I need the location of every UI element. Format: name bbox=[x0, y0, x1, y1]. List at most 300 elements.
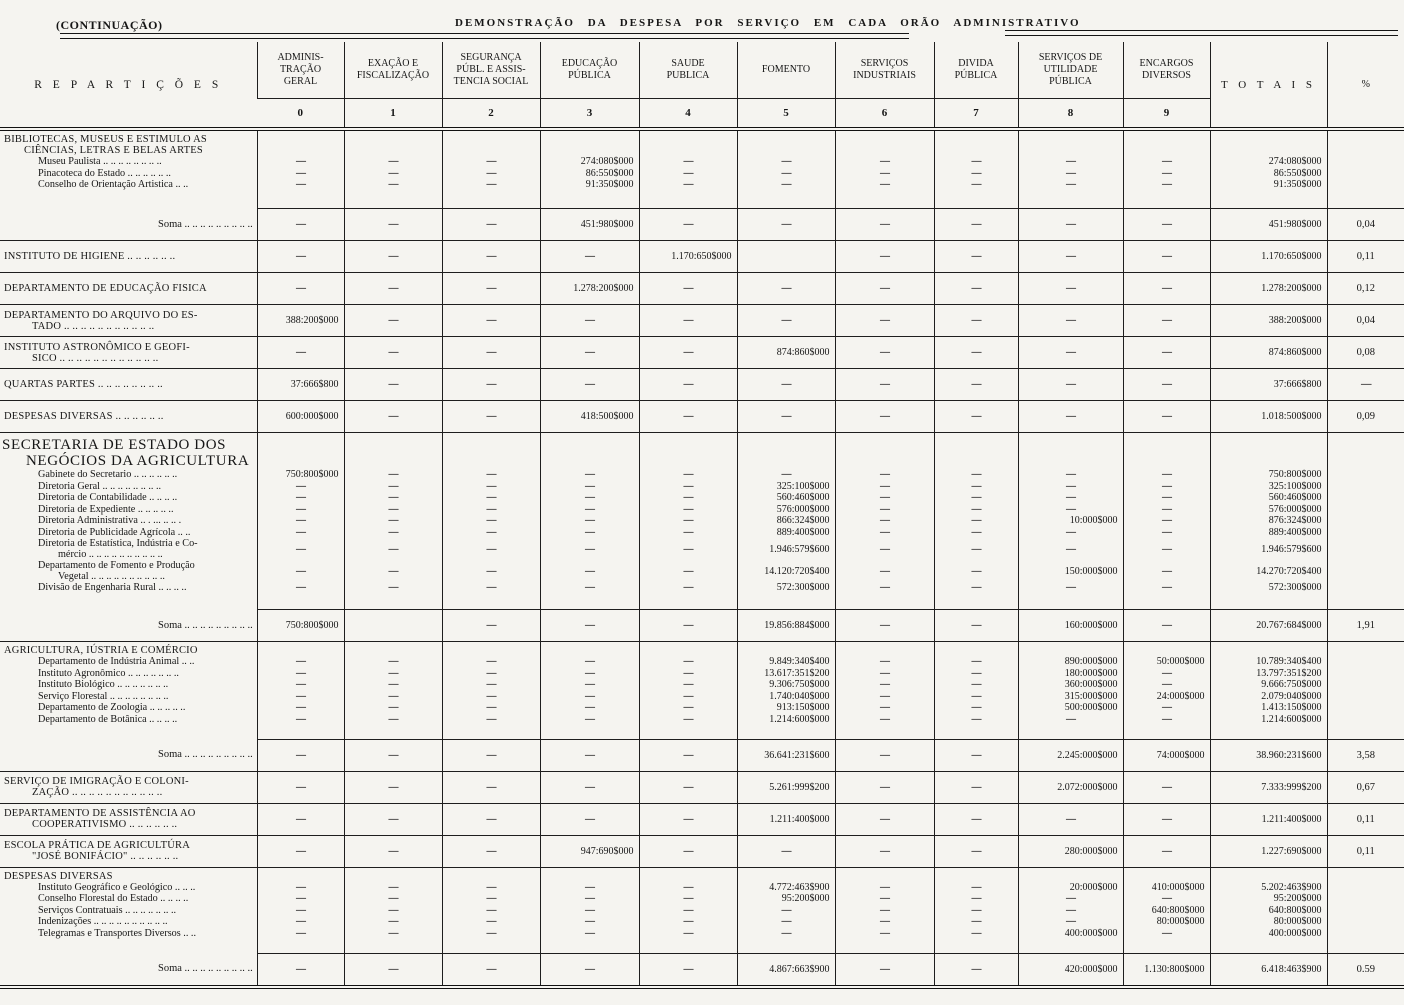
value-cell: 947:690$000 bbox=[540, 835, 639, 867]
percent-cell bbox=[1327, 481, 1404, 493]
value-cell: 500:000$000 bbox=[1018, 702, 1123, 714]
value-cell: — bbox=[442, 527, 540, 539]
value-cell: — bbox=[257, 882, 344, 894]
row-label: SICO .. .. .. .. .. .. .. .. .. .. .. .. bbox=[32, 352, 159, 364]
value-cell: 91:350$000 bbox=[540, 179, 639, 191]
column-number-4: 4 bbox=[639, 99, 737, 130]
soma-row bbox=[0, 953, 1404, 987]
value-cell: — bbox=[934, 156, 1018, 168]
value-cell: — bbox=[257, 739, 344, 771]
value-cell: — bbox=[540, 560, 639, 582]
total-cell: 1.946:579$600 bbox=[1210, 538, 1327, 560]
row-label-cell bbox=[0, 867, 257, 882]
value-cell: — bbox=[1123, 714, 1210, 726]
value-cell: — bbox=[257, 504, 344, 516]
value-cell: — bbox=[442, 610, 540, 642]
row-label-cell bbox=[0, 209, 257, 241]
total-cell: 750:800$000 bbox=[1210, 469, 1327, 481]
column-header-line: DIVIDA bbox=[958, 58, 994, 69]
table-row bbox=[0, 905, 1404, 917]
value-cell bbox=[1018, 725, 1123, 739]
total-cell bbox=[1210, 642, 1327, 657]
value-cell bbox=[835, 594, 934, 610]
section-heading-row bbox=[0, 867, 1404, 882]
value-cell: — bbox=[257, 668, 344, 680]
percent-cell bbox=[1327, 168, 1404, 180]
value-cell bbox=[639, 867, 737, 882]
value-cell: 150:000$000 bbox=[1018, 560, 1123, 582]
value-cell bbox=[540, 867, 639, 882]
title-rule-left bbox=[60, 33, 909, 39]
row-label-cell bbox=[0, 882, 257, 894]
value-cell: 274:080$000 bbox=[540, 156, 639, 168]
value-cell: — bbox=[540, 771, 639, 803]
value-cell: — bbox=[257, 538, 344, 560]
value-cell: — bbox=[540, 656, 639, 668]
value-cell bbox=[257, 867, 344, 882]
value-cell: — bbox=[442, 469, 540, 481]
column-number-6: 6 bbox=[835, 99, 934, 130]
totals-header: T O T A I S bbox=[1210, 42, 1327, 129]
value-cell: — bbox=[934, 481, 1018, 493]
value-cell: — bbox=[934, 656, 1018, 668]
total-cell: 20.767:684$000 bbox=[1210, 610, 1327, 642]
value-cell: — bbox=[442, 179, 540, 191]
value-cell: — bbox=[442, 481, 540, 493]
value-cell: — bbox=[934, 369, 1018, 401]
column-header-line: PÚBL. E ASSIS- bbox=[456, 64, 526, 75]
row-label: BIBLIOTECAS, MUSEUS E ESTIMULO AS bbox=[4, 134, 207, 145]
value-cell: — bbox=[639, 882, 737, 894]
value-cell: — bbox=[344, 538, 442, 560]
total-cell: 325:100$000 bbox=[1210, 481, 1327, 493]
value-cell: — bbox=[934, 560, 1018, 582]
row-label: Instituto Biológico .. .. .. .. .. .. .. bbox=[38, 679, 169, 691]
row-label-cell bbox=[0, 702, 257, 714]
value-cell: — bbox=[344, 179, 442, 191]
value-cell: — bbox=[540, 739, 639, 771]
value-cell bbox=[1018, 939, 1123, 953]
total-cell: 400:000$000 bbox=[1210, 928, 1327, 940]
value-cell: 1.211:400$000 bbox=[737, 803, 835, 835]
value-cell bbox=[257, 594, 344, 610]
row-label: Conselho Florestal do Estado .. .. .. .. bbox=[38, 893, 189, 905]
table-row bbox=[0, 928, 1404, 940]
total-cell bbox=[1210, 129, 1327, 156]
value-cell: — bbox=[344, 691, 442, 703]
column-header-line: SEGURANÇA bbox=[460, 52, 522, 63]
value-cell: — bbox=[639, 691, 737, 703]
percent-cell bbox=[1327, 191, 1404, 209]
spacer-row bbox=[0, 725, 1404, 739]
bottom-rule-row bbox=[0, 987, 1404, 997]
value-cell: — bbox=[257, 481, 344, 493]
value-cell bbox=[442, 867, 540, 882]
value-cell: — bbox=[1018, 156, 1123, 168]
row-label-cell bbox=[0, 305, 257, 337]
value-cell: — bbox=[1018, 893, 1123, 905]
percent-cell bbox=[1327, 725, 1404, 739]
value-cell: — bbox=[540, 905, 639, 917]
percent-cell: 1,91 bbox=[1327, 610, 1404, 642]
value-cell: — bbox=[1123, 515, 1210, 527]
value-cell: 9.306:750$000 bbox=[737, 679, 835, 691]
percent-cell bbox=[1327, 179, 1404, 191]
value-cell: — bbox=[540, 714, 639, 726]
row-label: Diretoria Administrativa .. . ... .. .. . bbox=[38, 515, 182, 527]
value-cell bbox=[737, 725, 835, 739]
value-cell bbox=[442, 129, 540, 156]
section-heading-row bbox=[0, 642, 1404, 657]
value-cell: — bbox=[1018, 714, 1123, 726]
value-cell: — bbox=[344, 156, 442, 168]
value-cell: — bbox=[934, 337, 1018, 369]
row-label-cell bbox=[0, 492, 257, 504]
value-cell: — bbox=[639, 469, 737, 481]
value-cell: — bbox=[934, 179, 1018, 191]
value-cell: — bbox=[1018, 527, 1123, 539]
total-cell: 80:000$000 bbox=[1210, 916, 1327, 928]
value-cell: — bbox=[639, 504, 737, 516]
value-cell: — bbox=[540, 953, 639, 987]
value-cell: — bbox=[1123, 401, 1210, 433]
value-cell: — bbox=[737, 179, 835, 191]
column-header-line: TRAÇÃO bbox=[279, 64, 322, 75]
total-cell: 1.278:200$000 bbox=[1210, 273, 1327, 305]
total-cell: 576:000$000 bbox=[1210, 504, 1327, 516]
value-cell: — bbox=[835, 835, 934, 867]
total-cell: 876:324$000 bbox=[1210, 515, 1327, 527]
value-cell: — bbox=[934, 771, 1018, 803]
row-label: Indenizações .. .. .. .. .. .. .. .. .. .. bbox=[38, 916, 168, 928]
column-header-4 bbox=[639, 42, 737, 99]
table-row bbox=[0, 702, 1404, 714]
value-cell: — bbox=[257, 241, 344, 273]
table-header bbox=[0, 42, 1404, 129]
total-cell: 9.666:750$000 bbox=[1210, 679, 1327, 691]
value-cell: 360:000$000 bbox=[1018, 679, 1123, 691]
value-cell: — bbox=[257, 679, 344, 691]
value-cell bbox=[934, 725, 1018, 739]
row-label: Diretoria de Estatística, Indústria e Co- bbox=[38, 538, 198, 549]
row-label-cell bbox=[0, 953, 257, 987]
value-cell: 1.278:200$000 bbox=[540, 273, 639, 305]
value-cell: — bbox=[639, 905, 737, 917]
value-cell: — bbox=[835, 953, 934, 987]
value-cell bbox=[1123, 725, 1210, 739]
percent-cell bbox=[1327, 905, 1404, 917]
value-cell: — bbox=[835, 691, 934, 703]
value-cell bbox=[257, 129, 344, 156]
row-label-cell bbox=[0, 481, 257, 493]
value-cell: — bbox=[639, 953, 737, 987]
row-label-cell bbox=[0, 504, 257, 516]
value-cell: — bbox=[540, 305, 639, 337]
value-cell: — bbox=[344, 369, 442, 401]
value-cell: — bbox=[639, 835, 737, 867]
column-header-line: PUBLICA bbox=[666, 70, 710, 81]
row-label: NEGÓCIOS DA AGRICULTURA bbox=[26, 453, 250, 469]
row-label: CIÊNCIAS, LETRAS E BELAS ARTES bbox=[24, 145, 203, 156]
value-cell bbox=[835, 191, 934, 209]
value-cell: — bbox=[540, 882, 639, 894]
column-header-3 bbox=[540, 42, 639, 99]
spacer-row bbox=[0, 594, 1404, 610]
value-cell bbox=[639, 939, 737, 953]
value-cell: — bbox=[442, 739, 540, 771]
value-cell: 913:150$000 bbox=[737, 702, 835, 714]
value-cell: 866:324$000 bbox=[737, 515, 835, 527]
value-cell: — bbox=[1018, 337, 1123, 369]
table-row bbox=[0, 771, 1404, 803]
value-cell: — bbox=[1123, 492, 1210, 504]
percent-cell bbox=[1327, 560, 1404, 582]
row-label-cell bbox=[0, 168, 257, 180]
value-cell: — bbox=[934, 714, 1018, 726]
continuation-label: (CONTINUAÇÃO) bbox=[56, 18, 163, 32]
percent-cell bbox=[1327, 714, 1404, 726]
table-row bbox=[0, 305, 1404, 337]
row-label: Vegetal .. .. .. .. .. .. .. .. .. .. bbox=[58, 571, 165, 582]
value-cell: — bbox=[835, 469, 934, 481]
value-cell bbox=[344, 610, 442, 642]
row-label-cell bbox=[0, 469, 257, 481]
total-cell bbox=[1210, 594, 1327, 610]
row-label: DEPARTAMENTO DE ASSISTÊNCIA AO bbox=[4, 808, 196, 819]
value-cell: — bbox=[835, 273, 934, 305]
value-cell: 2.245:000$000 bbox=[1018, 739, 1123, 771]
column-header-line: SERVIÇOS bbox=[860, 58, 909, 69]
total-cell: 640:800$000 bbox=[1210, 905, 1327, 917]
value-cell: 388:200$000 bbox=[257, 305, 344, 337]
value-cell: — bbox=[257, 179, 344, 191]
value-cell: — bbox=[1123, 560, 1210, 582]
value-cell bbox=[540, 191, 639, 209]
total-cell: 38.960:231$600 bbox=[1210, 739, 1327, 771]
row-label: Conselho de Orientação Artistica .. .. bbox=[38, 179, 189, 191]
soma-row bbox=[0, 610, 1404, 642]
value-cell bbox=[1123, 433, 1210, 470]
row-label-cell bbox=[0, 594, 257, 610]
column-header-line: EDUCAÇÃO bbox=[561, 58, 618, 69]
row-label-cell bbox=[0, 433, 257, 470]
value-cell: — bbox=[1123, 481, 1210, 493]
value-cell: — bbox=[442, 714, 540, 726]
row-label: SERVIÇO DE IMIGRAÇÃO E COLONI- bbox=[4, 776, 189, 787]
value-cell: 640:800$000 bbox=[1123, 905, 1210, 917]
percent-cell bbox=[1327, 691, 1404, 703]
value-cell: — bbox=[934, 893, 1018, 905]
value-cell: — bbox=[257, 156, 344, 168]
value-cell: — bbox=[1123, 835, 1210, 867]
value-cell: 400:000$000 bbox=[1018, 928, 1123, 940]
percent-cell bbox=[1327, 679, 1404, 691]
value-cell: — bbox=[257, 905, 344, 917]
value-cell: — bbox=[1018, 803, 1123, 835]
column-header-line: PÚBLICA bbox=[954, 70, 998, 81]
value-cell: — bbox=[344, 273, 442, 305]
row-label: Diretoria de Publicidade Agrícola .. .. bbox=[38, 526, 191, 538]
value-cell: — bbox=[540, 928, 639, 940]
value-cell: — bbox=[737, 168, 835, 180]
row-label-cell bbox=[0, 725, 257, 739]
value-cell bbox=[934, 867, 1018, 882]
value-cell: 874:860$000 bbox=[737, 337, 835, 369]
value-cell bbox=[442, 939, 540, 953]
value-cell: — bbox=[344, 739, 442, 771]
total-cell: 451:980$000 bbox=[1210, 209, 1327, 241]
percent-cell: — bbox=[1327, 369, 1404, 401]
table-row bbox=[0, 273, 1404, 305]
total-cell: 1.018:500$000 bbox=[1210, 401, 1327, 433]
value-cell: — bbox=[442, 953, 540, 987]
row-label: Serviço Florestal .. .. .. .. .. .. .. .. bbox=[38, 690, 169, 702]
page-title: DEMONSTRAÇÃO DA DESPESA POR SERVIÇO EM CADA ORÃO ADMINISTRATIVO bbox=[455, 17, 1081, 29]
value-cell: — bbox=[540, 504, 639, 516]
total-cell: 388:200$000 bbox=[1210, 305, 1327, 337]
value-cell: — bbox=[934, 610, 1018, 642]
column-number-9: 9 bbox=[1123, 99, 1210, 130]
row-label-cell bbox=[0, 156, 257, 168]
table-row bbox=[0, 369, 1404, 401]
value-cell: — bbox=[835, 702, 934, 714]
value-cell: — bbox=[442, 538, 540, 560]
value-cell: — bbox=[540, 527, 639, 539]
value-cell: — bbox=[1123, 610, 1210, 642]
value-cell: 14.120:720$400 bbox=[737, 560, 835, 582]
table-row bbox=[0, 504, 1404, 516]
value-cell bbox=[540, 594, 639, 610]
value-cell: — bbox=[442, 702, 540, 714]
total-cell: 1.413:150$000 bbox=[1210, 702, 1327, 714]
bottom-rule bbox=[0, 987, 1404, 997]
value-cell: — bbox=[344, 527, 442, 539]
value-cell: — bbox=[737, 273, 835, 305]
value-cell: — bbox=[540, 610, 639, 642]
percent-cell: 0,12 bbox=[1327, 273, 1404, 305]
value-cell: — bbox=[344, 835, 442, 867]
spacer-row bbox=[0, 191, 1404, 209]
value-cell bbox=[737, 867, 835, 882]
value-cell: — bbox=[1123, 168, 1210, 180]
value-cell bbox=[344, 725, 442, 739]
value-cell: 74:000$000 bbox=[1123, 739, 1210, 771]
percent-cell bbox=[1327, 928, 1404, 940]
value-cell: — bbox=[639, 401, 737, 433]
value-cell: — bbox=[835, 337, 934, 369]
value-cell: — bbox=[934, 209, 1018, 241]
value-cell: — bbox=[639, 928, 737, 940]
value-cell: — bbox=[934, 273, 1018, 305]
total-cell: 37:666$800 bbox=[1210, 369, 1327, 401]
row-label-cell bbox=[0, 337, 257, 369]
table-row bbox=[0, 401, 1404, 433]
row-label: AGRICULTURA, IÚSTRIA E COMÉRCIO bbox=[4, 645, 198, 656]
table-row bbox=[0, 156, 1404, 168]
value-cell: — bbox=[442, 515, 540, 527]
row-label: Diretoria Geral .. .. .. .. .. .. .. .. bbox=[38, 480, 162, 492]
value-cell: — bbox=[257, 803, 344, 835]
value-cell: — bbox=[639, 679, 737, 691]
row-label-cell bbox=[0, 610, 257, 642]
row-label: Departamento de Botânica .. .. .. .. bbox=[38, 713, 178, 725]
row-label: Divisão de Engenharia Rural .. .. .. .. bbox=[38, 582, 187, 594]
value-cell: — bbox=[1123, 305, 1210, 337]
value-cell bbox=[1123, 191, 1210, 209]
value-cell bbox=[540, 642, 639, 657]
value-cell: — bbox=[639, 582, 737, 594]
value-cell: — bbox=[344, 492, 442, 504]
value-cell: — bbox=[934, 679, 1018, 691]
column-header-0 bbox=[257, 42, 344, 99]
value-cell: 418:500$000 bbox=[540, 401, 639, 433]
value-cell: — bbox=[257, 582, 344, 594]
value-cell: — bbox=[344, 560, 442, 582]
value-cell bbox=[639, 642, 737, 657]
value-cell: — bbox=[540, 916, 639, 928]
value-cell: 420:000$000 bbox=[1018, 953, 1123, 987]
table-row bbox=[0, 492, 1404, 504]
percent-cell bbox=[1327, 492, 1404, 504]
value-cell: — bbox=[835, 515, 934, 527]
column-number-1: 1 bbox=[344, 99, 442, 130]
value-cell: 20:000$000 bbox=[1018, 882, 1123, 894]
value-cell: — bbox=[442, 916, 540, 928]
value-cell: — bbox=[344, 241, 442, 273]
percent-cell bbox=[1327, 939, 1404, 953]
value-cell: — bbox=[540, 679, 639, 691]
value-cell: — bbox=[442, 273, 540, 305]
value-cell: — bbox=[344, 771, 442, 803]
value-cell: 890:000$000 bbox=[1018, 656, 1123, 668]
table-row bbox=[0, 168, 1404, 180]
value-cell bbox=[934, 191, 1018, 209]
value-cell: — bbox=[835, 504, 934, 516]
value-cell: — bbox=[934, 928, 1018, 940]
value-cell: — bbox=[835, 882, 934, 894]
value-cell: — bbox=[442, 803, 540, 835]
value-cell bbox=[344, 939, 442, 953]
value-cell: — bbox=[835, 560, 934, 582]
value-cell: — bbox=[540, 702, 639, 714]
value-cell bbox=[1123, 939, 1210, 953]
value-cell: — bbox=[639, 538, 737, 560]
row-label-cell bbox=[0, 538, 257, 560]
value-cell: 315:000$000 bbox=[1018, 691, 1123, 703]
value-cell: — bbox=[934, 527, 1018, 539]
row-label-cell bbox=[0, 527, 257, 539]
value-cell: — bbox=[835, 582, 934, 594]
value-cell: — bbox=[934, 515, 1018, 527]
value-cell: — bbox=[442, 504, 540, 516]
value-cell: — bbox=[1018, 582, 1123, 594]
value-cell: — bbox=[257, 560, 344, 582]
total-cell: 274:080$000 bbox=[1210, 156, 1327, 168]
value-cell bbox=[442, 594, 540, 610]
table-row bbox=[0, 679, 1404, 691]
value-cell: — bbox=[1123, 893, 1210, 905]
percent-cell bbox=[1327, 433, 1404, 470]
row-label: Diretoria de Expediente .. .. .. .. .. bbox=[38, 503, 174, 515]
value-cell: — bbox=[344, 305, 442, 337]
column-header-line: SAUDE bbox=[671, 58, 705, 69]
value-cell bbox=[1123, 867, 1210, 882]
value-cell: — bbox=[934, 702, 1018, 714]
row-label: Soma .. .. .. .. .. .. .. .. .. bbox=[158, 218, 253, 230]
row-label-cell bbox=[0, 560, 257, 582]
table-row bbox=[0, 656, 1404, 668]
table-row bbox=[0, 179, 1404, 191]
